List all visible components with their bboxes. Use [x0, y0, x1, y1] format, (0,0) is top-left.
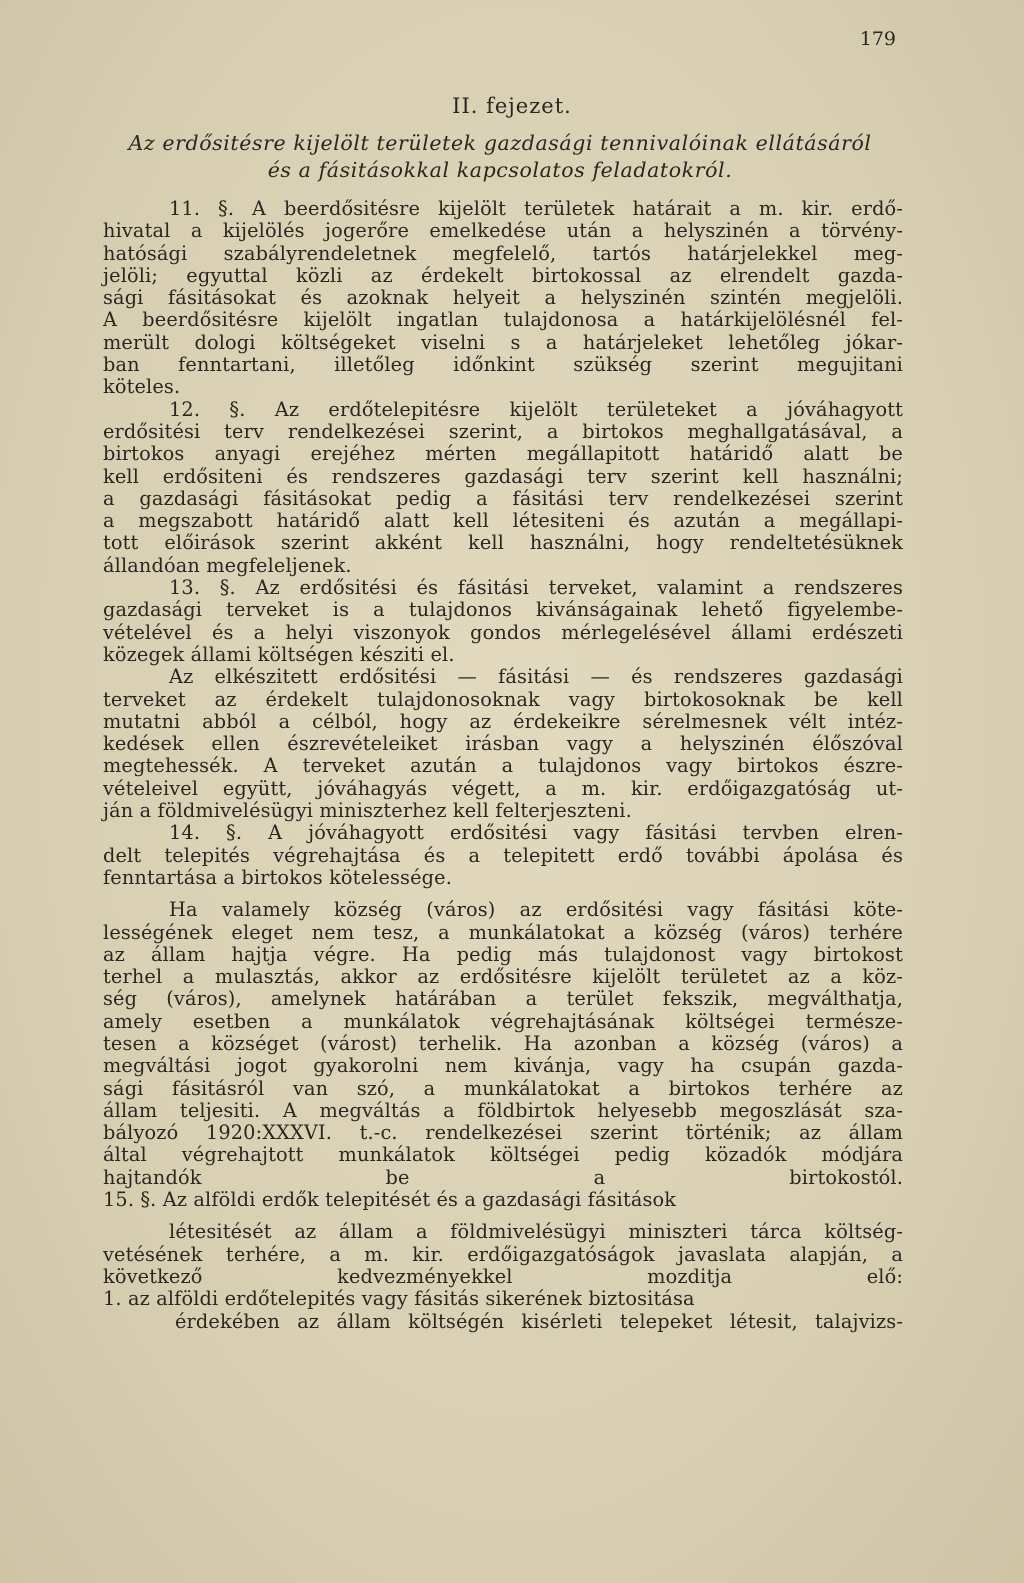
text-line: közegek állami költségen késziti el. — [103, 642, 455, 666]
text-line: Az elkészitett erdősitési — fásitási — és rendszeres gazdasági — [169, 665, 903, 689]
text-line: fenntartása a birtokos kötelessége. — [103, 865, 452, 889]
text-line: sági fásitásról van szó, a munkálatokat a birtokos terhére az — [103, 1076, 903, 1100]
text-line: merült dologi költségeket viselni s a határjeleket lehetőleg jókar- — [103, 330, 903, 354]
text-line: létesitését az állam a földmivelésügyi miniszteri tárca költség- — [169, 1220, 903, 1244]
text-line: bályozó 1920:XXXVI. t.-c. rendelkezései szerint történik; az állam — [103, 1121, 903, 1145]
text-line: mutatni abból a célból, hogy az érdekeikre sérelmesnek vélt intéz- — [103, 709, 903, 733]
text-line: megtehessék. A terveket azután a tulajdonos vagy birtokos észre- — [103, 754, 903, 778]
text-line: 15. §. Az alföldi erdők telepitését és a gazdasági fásitások — [103, 1188, 677, 1212]
subtitle-line: és a fásitásokkal kapcsolatos feladatokról. — [267, 158, 733, 182]
text-line: amely esetben a munkálatok végrehajtásának költségei természe- — [103, 1009, 903, 1033]
text-line: ban fenntartani, illetőleg időnkint szükség szerint megujitani — [103, 353, 903, 377]
text-line: erdősitési terv rendelkezései szerint, a birtokos meghallgatásával, a — [103, 419, 903, 443]
text-line: tesen a községet (várost) terhelik. Ha azonban a község (város) a — [103, 1031, 903, 1055]
text-line: hajtandók be a birtokostól. — [103, 1165, 903, 1189]
text-line: köteles. — [103, 375, 181, 399]
text-line: 14. §. A jóváhagyott erdősitési vagy fásitási tervben elren- — [169, 821, 903, 845]
text-line: delt telepités végrehajtása és a telepitett erdő további ápolása és — [103, 843, 903, 867]
text-line: kedések ellen észrevételeiket irásban vagy a helyszinén élőszóval — [103, 732, 903, 756]
subtitle-line: Az erdősitésre kijelölt területek gazdasági tennivalóinak ellátásáról — [128, 131, 872, 155]
text-line: terveket az érdekelt tulajdonosoknak vagy birtokosoknak be kell — [103, 687, 903, 711]
text-line: 12. §. Az erdőtelepitésre kijelölt területeket a jóváhagyott — [169, 397, 903, 421]
text-line: sági fásitásokat és azoknak helyeit a helyszinén szintén megjelöli. — [103, 286, 903, 310]
text-line: kell erdősiteni és rendszeres gazdasági terv szerint kell használni; — [103, 464, 903, 488]
body-text — [103, 198, 903, 1355]
text-line: a gazdasági fásitásokat pedig a fásitási terv rendelkezései szerint — [103, 486, 903, 510]
text-line: birtokos anyagi erejéhez mérten megállapitott határidő alatt be — [103, 442, 903, 466]
text-line: vételével és a helyi viszonyok gondos mérlegelésével állami erdészeti — [103, 620, 903, 644]
text-line: következő kedvezményekkel mozditja elő: — [103, 1264, 903, 1288]
text-line: tott előirások szerint akként kell használni, hogy rendeltetésüknek — [103, 531, 903, 555]
text-line: hivatal a kijelölés jogerőre emelkedése után a helyszinén a törvény- — [103, 219, 903, 243]
text-line: érdekében az állam költségén kisérleti telepeket létesit, talajvizs- — [175, 1309, 903, 1333]
text-line: vetésének terhére, a m. kir. erdőigazgatóságok javaslata alapján, a — [103, 1242, 903, 1266]
text-line: megváltási jogot gyakorolni nem kivánja, vagy ha csupán gazda- — [103, 1054, 903, 1078]
text-line: az állam hajtja végre. Ha pedig más tulajdonost vagy birtokost — [103, 942, 903, 966]
text-line: lességének eleget nem tesz, a munkálatokat a község (város) terhére — [103, 920, 903, 944]
text-line: terhel a mulasztás, akkor az erdősitésre kijelölt területet az a köz- — [103, 965, 903, 989]
text-line: A beerdősitésre kijelölt ingatlan tulajdonosa a határkijelölésnél fel- — [103, 308, 903, 332]
text-line: által végrehajtott munkálatok költségei pedig közadók módjára — [103, 1143, 903, 1167]
page-number: 179 — [859, 28, 896, 50]
text-line — [103, 1333, 903, 1355]
text-line: 11. §. A beerdősitésre kijelölt területek határait a m. kir. erdő- — [169, 197, 903, 220]
text-line: ján a földmivelésügyi miniszterhez kell felterjeszteni. — [103, 799, 632, 823]
text-line: állandóan megfeleljenek. — [103, 553, 352, 577]
text-line: 13. §. Az erdősitési és fásitási terveket, valamint a rendszeres — [169, 576, 903, 600]
text-line: jelöli; egyuttal közli az érdekelt birtokossal az elrendelt gazda- — [103, 263, 903, 287]
text-line: ség (város), amelynek határában a terület fekszik, megválthatja, — [103, 987, 903, 1011]
text-line: 1. az alföldi erdőtelepités vagy fásitás sikerének biztositása — [103, 1287, 695, 1311]
text-line: állam teljesiti. A megváltás a földbirtok helyesebb megoszlását sza- — [103, 1098, 903, 1122]
text-line: gazdasági terveket is a tulajdonos kivánságainak lehető figyelembe- — [103, 598, 903, 622]
chapter-title: II. fejezet. — [452, 94, 572, 118]
text-line: Ha valamely község (város) az erdősitési vagy fásitási köte- — [169, 898, 903, 922]
text-line: a megszabott határidő alatt kell létesiteni és azután a megállapi- — [103, 509, 903, 533]
text-line: hatósági szabályrendeletnek megfelelő, tartós határjelekkel meg- — [103, 241, 903, 265]
text-line: vételeivel együtt, jóváhagyás végett, a m. kir. erdőigazgatóság ut- — [103, 776, 903, 800]
chapter-subtitle — [100, 130, 900, 184]
